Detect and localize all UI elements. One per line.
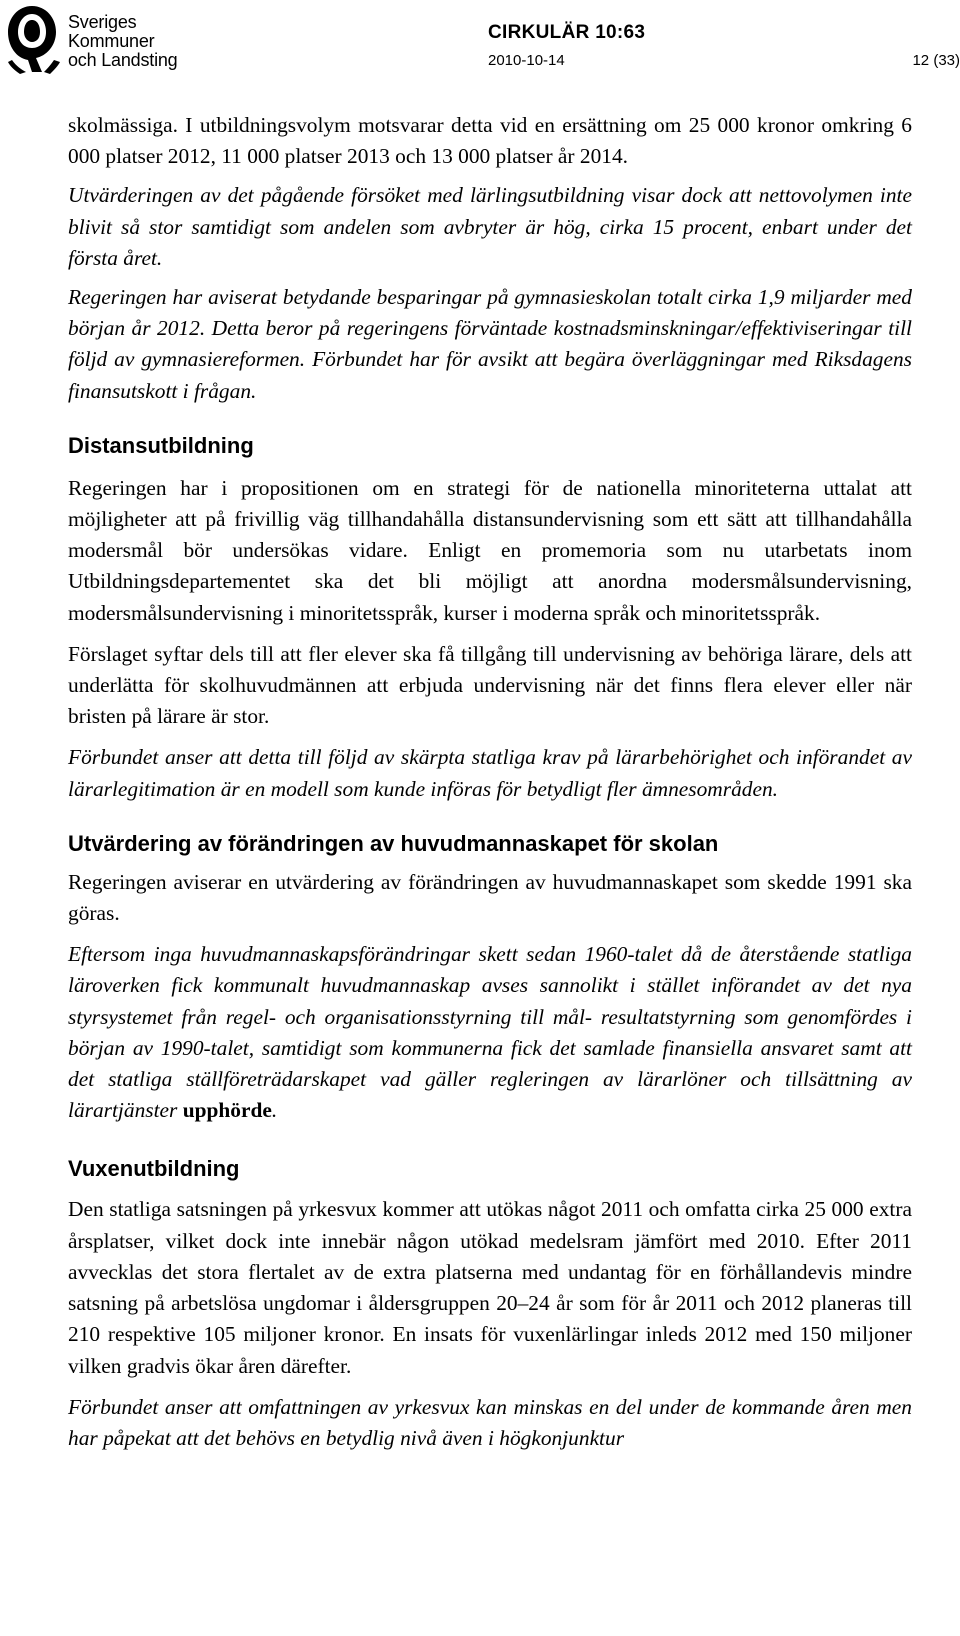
circular-date: 2010-10-14: [488, 52, 565, 69]
page-number: 12 (33): [912, 52, 960, 69]
paragraph-text: Eftersom inga huvudmannaskapsförändringar skett sedan 1960-talet då de återstående statliga läroverken fick kommunalt huvudmannaskap avses sannolikt i stället införandet av det nya styrsystemet från regel- och organisationsstyrning till mål- resultatstyrning som genomfördes i början av 1990-talet, samtidigt som kommunerna fick det samlade finansiella ansvaret samt att det statliga ställföreträdarskapet vad gäller regleringen av lärarlöner och tillsättning av lärartjänster: [68, 942, 912, 1123]
paragraph: Förbundet anser att omfattningen av yrkesvux kan minskas en del under de kommande åren men har påpekat att det behövs en betydlig nivå även i högkonjunktur: [68, 1394, 912, 1450]
paragraph: Förbundet anser att detta till följd av skärpta statliga krav på lärarbehörighet och införandet av lärarlegitimation är en modell som kunde införas för betydligt fler ämnesområden.: [68, 745, 912, 801]
section-heading: Vuxenutbildning: [68, 1156, 240, 1182]
paragraph: Utvärderingen av det pågående försöket med lärlingsutbildning visar dock att nettovolymen inte blivit så stor samtidigt som andelen som avbryter är hög, cirka 15 procent, enbart under det första året.: [68, 183, 912, 270]
logo-line-2: Kommuner: [68, 31, 155, 51]
circular-title: CIRKULÄR 10:63: [488, 22, 646, 43]
paragraph: Regeringen aviserar en utvärdering av förändringen av huvudmannaskapet som skedde 1991 ska göras.: [68, 869, 912, 926]
logo-line-1: Sveriges: [68, 12, 137, 32]
paragraph: Regeringen har aviserat betydande besparingar på gymnasieskolan totalt cirka 1,9 miljarder med början år 2012. Detta beror på regeringens förväntade kostnadsminskningar/effektiviseringar till följd av gymnasiereformen. Förbundet har för avsikt att begära överläggningar med Riksdagens finansutskott i frågan.: [68, 285, 912, 403]
paragraph-end: .: [271, 1098, 278, 1123]
section-heading: Distansutbildning: [68, 432, 254, 458]
paragraph: skolmässiga. I utbildningsvolym motsvarar detta vid en ersättning om 25 000 kronor omkring 6 000 platser 2012, 11 000 platser 2013 och 13 000 platser år 2014.: [68, 113, 912, 169]
document-body: [68, 110, 912, 1454]
paragraph: Den statliga satsningen på yrkesvux kommer att utökas något 2011 och omfatta cirka 25 000 extra årsplatser, vilket dock inte innebär någon utökad medelsram jämfört med 2010. Efter 2011 avvecklas det stora flertalet av de extra platserna med undantag för en förhållandevis mindre satsning på arbetslösa ungdomar i åldersgruppen 20–24 år som för år 2011 och 2012 planeras till 210 respektive 105 miljoner kronor. En insats för vuxenlärlingar inleds 2012 med 150 miljoner vilken gradvis ökar åren därefter.: [68, 1197, 912, 1378]
paragraph: Regeringen har i propositionen om en strategi för de nationella minoriteterna uttalat att möjligheter att på frivillig väg tillhandahålla distansundervisning som ett sätt att tillhandahålla modersmål bör undersökas vidare. Enligt en promemoria som nu utarbetats inom Utbildningsdepartementet ska det bli möjligt att anordna modersmålsundervisning, modersmålsundervisning i minoritetsspråk, kurser i moderna språk och minoritetsspråk.: [68, 475, 912, 625]
page-header: [0, 0, 960, 80]
section-heading: Utvärdering av förändringen av huvudmannaskapet för skolan: [68, 830, 719, 856]
paragraph: [68, 939, 912, 1126]
logo-wordmark: [68, 13, 178, 70]
paragraph: Förslaget syftar dels till att fler elever ska få tillgång till undervisning av behöriga lärare, dels att underlätta för skolhuvudmännen att erbjuda undervisning när det finns flera elever eller när bristen på lärare är stor.: [68, 641, 912, 729]
skl-emblem-icon: [2, 2, 64, 76]
emphasized-word: upphörde: [182, 1098, 272, 1123]
logo-line-3: och Landsting: [68, 50, 178, 70]
skl-logo: [2, 2, 187, 78]
